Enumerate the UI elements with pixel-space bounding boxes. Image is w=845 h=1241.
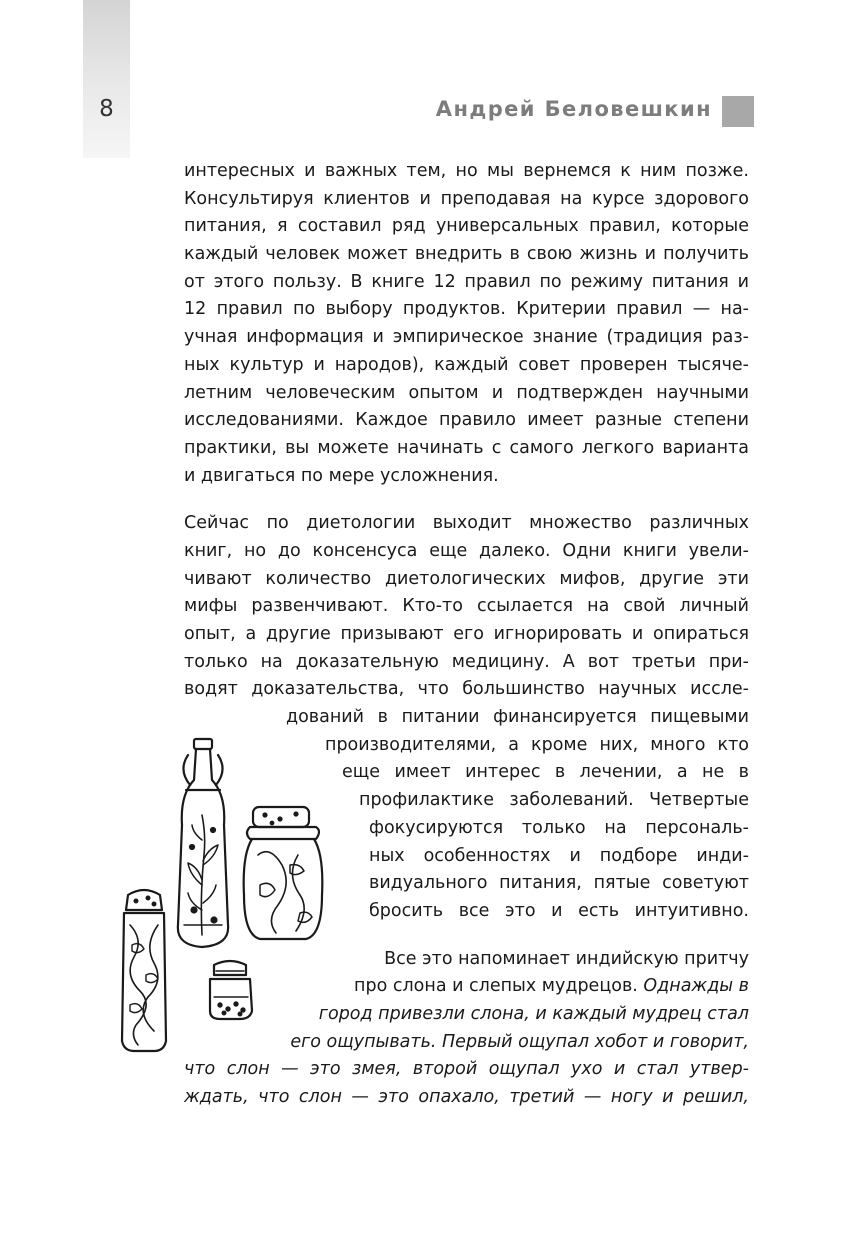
jars-illustration: [110, 735, 360, 1055]
text-line: учная информация и эмпирическое знание (традиция раз-: [184, 327, 749, 348]
text-line: водят доказательства, что большинство научных иссле-: [184, 679, 749, 700]
text-line: мифы развенчивают. Кто-то ссылается на свой личный: [184, 596, 749, 617]
text-line: летним человеческим опытом и подтвержден научными: [184, 382, 749, 403]
text-line: видуального питания, пятые советуют: [369, 873, 749, 894]
text-line: ных культур и народов), каждый совет проверен тысяче-: [184, 354, 749, 375]
text-line: только на доказательную медицину. А вот третьи при-: [184, 651, 749, 672]
header-block: [722, 96, 754, 127]
page-tab: [83, 0, 130, 158]
text-line: что слон — это змея, второй ощупал ухо и стал утвер-: [184, 1059, 749, 1080]
text-italic: Однажды в: [643, 976, 749, 997]
text-line: исследованиями. Каждое правило имеет разные степени: [184, 410, 749, 431]
text-line: от этого пользу. В книге 12 правил по режиму питания и: [184, 271, 749, 292]
tall-jar-icon: [122, 890, 166, 1051]
text-line: профилактике заболеваний. Четвертые: [359, 790, 749, 811]
text-line: каждый человек может внедрить в свою жизнь и получить: [184, 244, 749, 265]
text-line: еще имеет интерес в лечении, а не в: [342, 762, 749, 783]
text-line: Все это напоминает индийскую притчу: [384, 948, 749, 969]
running-header-author: Андрей Беловешкин: [435, 97, 712, 121]
bottle-icon: [178, 739, 228, 947]
small-jar-icon: [210, 961, 252, 1019]
text-line: ждать, что слон — это опахало, третий — ногу и решил,: [184, 1087, 749, 1107]
cork-jar-icon: [244, 807, 323, 939]
text-line: питания, я составил ряд универсальных правил, которые: [184, 216, 749, 237]
text-line: практики, вы можете начинать с самого легкого варианта: [184, 437, 749, 458]
text-line: фокусируются только на персональ-: [369, 817, 749, 838]
paragraph-gap: [184, 490, 749, 510]
page-number: 8: [99, 96, 114, 122]
text-line: 12 правил по выбору продуктов. Критерии правил — на-: [184, 299, 749, 320]
text-line: Консультируя клиентов и преподавая на курсе здорового: [184, 188, 749, 209]
text-line: чивают количество диетологических мифов, другие эти: [184, 568, 749, 589]
text-line: производителями, а кроме них, много кто: [325, 734, 749, 755]
text-line: Сейчас по диетологии выходит множество различных: [184, 513, 749, 534]
text-line: и двигаться по мере усложнения.: [184, 465, 499, 486]
text-line: дований в питании финансируется пищевыми: [286, 707, 749, 728]
text-line: книг, но до консенсуса еще далеко. Одни книги увели-: [184, 540, 749, 561]
text-line: город привезли слона, и каждый мудрец стал: [318, 1003, 749, 1024]
text-line: его ощупывать. Первый ощупал хобот и говорит,: [290, 1031, 749, 1052]
text-line: ных особенностях и подборе инди-: [369, 845, 749, 866]
text-line: интересных и важных тем, но мы вернемся к ним позже.: [184, 161, 749, 181]
text-line: бросить все это и есть интуитивно.: [369, 900, 749, 921]
text-line: опыт, а другие призывают его игнорировать и опираться: [184, 624, 749, 644]
text-regular: про слона и слепых мудрецов.: [354, 976, 644, 997]
